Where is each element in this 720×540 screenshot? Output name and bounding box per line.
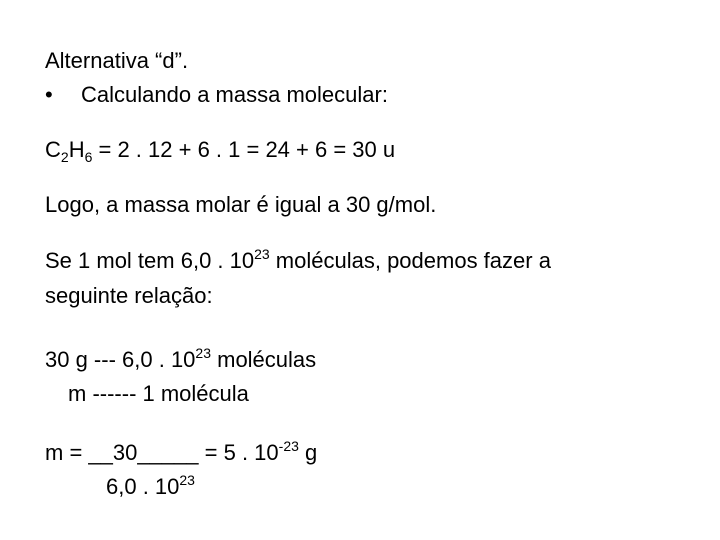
formula-rest: = 2 . 12 + 6 . 1 = 24 + 6 = 30 u bbox=[92, 137, 396, 162]
relation-line-1 bbox=[45, 248, 551, 274]
result-equals: = 5 . 10 bbox=[198, 440, 279, 465]
result-prefix: m = bbox=[45, 440, 89, 465]
proportion-exponent: 23 bbox=[195, 345, 211, 361]
result-numerator: __30_____ bbox=[88, 440, 199, 465]
heading: Alternativa “d”. bbox=[45, 48, 189, 73]
bullet-line bbox=[45, 82, 388, 108]
bullet-text: Calculando a massa molecular: bbox=[81, 82, 388, 107]
bullet-symbol: • bbox=[45, 82, 53, 107]
relation-part2: moléculas, podemos fazer a bbox=[269, 248, 551, 273]
proportion-line-1 bbox=[45, 347, 316, 373]
formula-c-subscript: 2 bbox=[60, 149, 69, 165]
proportion-line-2: m ------ 1 molécula bbox=[68, 381, 249, 406]
relation-line-2: seguinte relação: bbox=[45, 283, 213, 308]
proportion-left: 30 g --- 6,0 . 10 bbox=[45, 347, 196, 372]
formula-line bbox=[45, 137, 395, 163]
proportion-right: moléculas bbox=[211, 347, 317, 372]
result-line bbox=[45, 440, 317, 466]
result-denominator bbox=[106, 474, 195, 500]
denominator-exponent: 23 bbox=[179, 472, 195, 488]
denominator-base: 6,0 . 10 bbox=[106, 474, 180, 499]
formula-h-subscript: 6 bbox=[84, 149, 93, 165]
formula-c: C bbox=[45, 137, 61, 162]
result-exponent: -23 bbox=[278, 438, 299, 454]
molar-mass-line: Logo, a massa molar é igual a 30 g/mol. bbox=[45, 192, 437, 217]
formula-h: H bbox=[68, 137, 85, 162]
relation-part1: Se 1 mol tem 6,0 . 10 bbox=[45, 248, 255, 273]
relation-exponent: 23 bbox=[254, 246, 270, 262]
result-unit: g bbox=[298, 440, 318, 465]
